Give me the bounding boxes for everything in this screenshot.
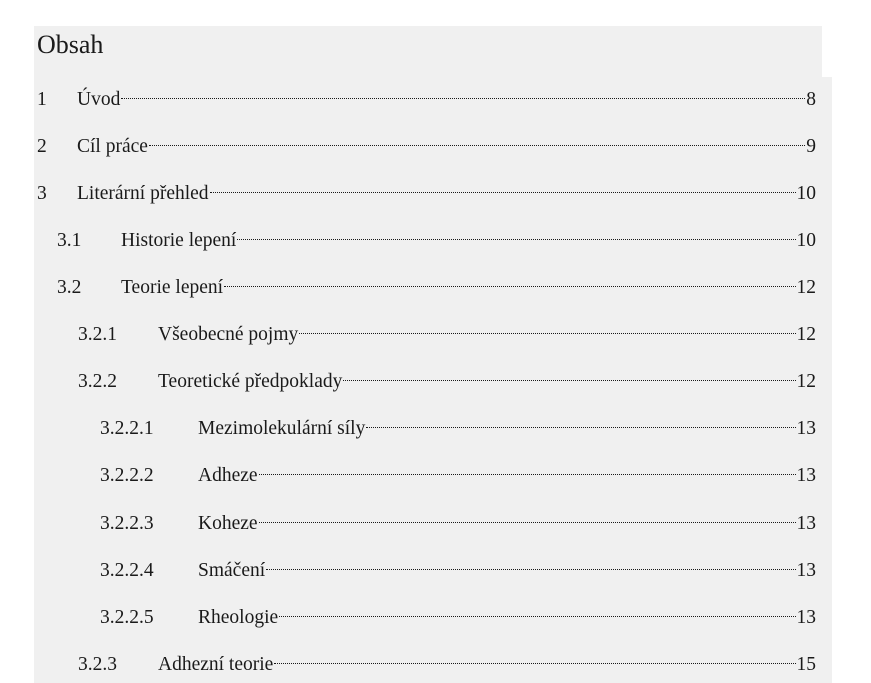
toc-dot-leader — [343, 361, 795, 387]
toc-dot-leader — [266, 550, 795, 576]
toc-entry-rheologie[interactable] — [34, 597, 816, 628]
toc-entry-label: Adheze — [198, 465, 258, 486]
toc-dot-leader — [259, 503, 796, 529]
toc-title: Obsah — [37, 30, 104, 59]
toc-entry-label: Teorie lepení — [121, 277, 224, 298]
toc-entry-number: 3.2.2.1 — [100, 418, 154, 439]
toc-entry-number: 3.2 — [57, 277, 82, 298]
toc-dot-leader — [237, 220, 795, 246]
toc-dot-leader — [121, 79, 805, 105]
toc-entry-page: 15 — [796, 654, 816, 675]
toc-entry-page: 13 — [796, 418, 816, 439]
toc-entry-label: Teoretické předpoklady — [158, 371, 343, 392]
toc-dot-leader — [274, 644, 795, 670]
toc-entry-label: Historie lepení — [121, 230, 237, 251]
toc-entry-label: Literární přehled — [77, 183, 209, 204]
toc-entry-page: 12 — [796, 371, 816, 392]
toc-entry-number: 3.2.3 — [78, 654, 117, 675]
toc-entry-label: Mezimolekulární síly — [198, 418, 366, 439]
table-of-contents — [34, 26, 832, 683]
toc-entry-literarni-prehled[interactable] — [34, 173, 816, 204]
toc-entry-page: 12 — [796, 277, 816, 298]
toc-entry-smaceni[interactable] — [34, 550, 816, 581]
toc-entry-number: 3.2.2 — [78, 371, 117, 392]
toc-dot-leader — [259, 455, 796, 481]
toc-dot-leader — [224, 267, 795, 293]
toc-entry-label: Adhezní teorie — [158, 654, 274, 675]
toc-entry-mezimolekularni-sily[interactable] — [34, 408, 816, 439]
toc-title-background — [34, 26, 822, 77]
toc-entry-vseobecne-pojmy[interactable] — [34, 314, 816, 345]
toc-entry-number: 3.2.2.4 — [100, 560, 154, 581]
toc-entry-teoreticke-predpoklady[interactable] — [34, 361, 816, 392]
toc-dot-leader — [210, 173, 796, 199]
toc-entry-number: 3.2.2.2 — [100, 465, 154, 486]
toc-entry-page: 13 — [796, 607, 816, 628]
toc-entry-page: 9 — [806, 136, 816, 157]
toc-entry-page: 13 — [796, 560, 816, 581]
toc-entry-uvod[interactable] — [34, 79, 816, 110]
toc-entry-historie-lepeni[interactable] — [34, 220, 816, 251]
toc-entry-adheze[interactable] — [34, 455, 816, 486]
toc-entry-teorie-lepeni[interactable] — [34, 267, 816, 298]
toc-dot-leader — [149, 126, 805, 152]
toc-entry-number: 3.2.2.5 — [100, 607, 154, 628]
toc-dot-leader — [299, 314, 795, 340]
toc-entry-page: 10 — [796, 230, 816, 251]
toc-entry-number: 3.1 — [57, 230, 82, 251]
toc-entry-cil-prace[interactable] — [34, 126, 816, 157]
toc-entry-adhezni-teorie[interactable] — [34, 644, 816, 675]
toc-entry-number: 3 — [37, 183, 47, 204]
toc-entry-page: 8 — [806, 89, 816, 110]
toc-dot-leader — [279, 597, 795, 623]
toc-entry-label: Všeobecné pojmy — [158, 324, 299, 345]
toc-entry-number: 3.2.1 — [78, 324, 117, 345]
toc-entry-page: 13 — [796, 465, 816, 486]
toc-entry-page: 10 — [796, 183, 816, 204]
toc-entry-label: Smáčení — [198, 560, 266, 581]
toc-entry-koheze[interactable] — [34, 503, 816, 534]
toc-entry-label: Úvod — [77, 89, 121, 110]
toc-entry-page: 13 — [796, 513, 816, 534]
toc-entry-number: 3.2.2.3 — [100, 513, 154, 534]
toc-entry-number: 1 — [37, 89, 47, 110]
toc-entry-label: Koheze — [198, 513, 258, 534]
toc-entry-label: Rheologie — [198, 607, 279, 628]
toc-entry-page: 12 — [796, 324, 816, 345]
toc-entry-label: Cíl práce — [77, 136, 148, 157]
toc-entry-number: 2 — [37, 136, 47, 157]
toc-dot-leader — [366, 408, 795, 434]
